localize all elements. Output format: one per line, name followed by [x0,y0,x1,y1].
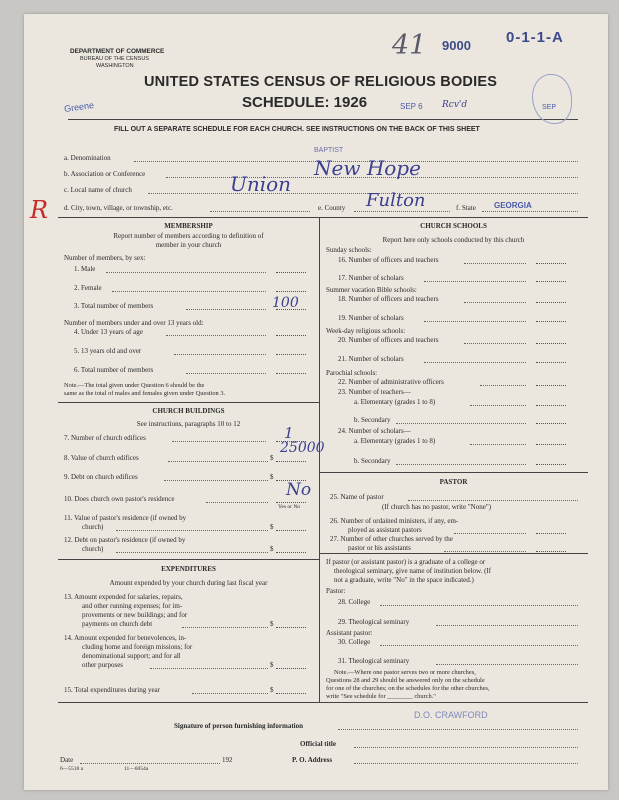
membership-title: MEMBERSHIP [164,222,213,230]
signature-field[interactable] [338,729,578,730]
value-association: New Hope [314,156,421,180]
q12-label-b: church) [82,545,104,553]
grad-note-3: not a graduate, write "No" in the space indicated.) [334,576,474,584]
official-title-label: Official title [300,740,336,748]
date-label: Date [60,756,74,764]
q11-field[interactable] [276,530,306,531]
stamp-circle [532,74,572,124]
schools-title: CHURCH SCHOOLS [420,222,487,230]
q15-field[interactable] [276,693,306,694]
date-year: 192 [222,756,233,764]
q10-label: 10. Does church own pastor's residence [64,495,175,503]
q30-field[interactable] [380,645,578,646]
q21-label: 21. Number of scholars [338,355,404,363]
form-number: 6—5518 a [60,766,84,772]
q14-label-b: cluding home and foreign missions; for [82,643,193,651]
value-county: Fulton [366,190,426,211]
q28-field[interactable] [380,605,578,606]
q9-dollar: $ [270,473,274,481]
red-r-mark: R [30,196,49,224]
sunday-heading: Sunday schools: [326,246,372,254]
header-rule [68,119,578,120]
q12-field[interactable] [276,552,306,553]
q8-field[interactable] [276,461,306,462]
q13-label-d: payments on church debt [82,620,153,628]
q19-label: 19. Number of scholars [338,314,404,322]
pastor-note-2: Questions 28 and 29 should be answered only on the schedule [326,677,485,684]
q3-label: 3. Total number of members [74,302,154,310]
q4-field[interactable] [276,335,306,336]
q27-label-b: pastor or his assistants [348,544,411,552]
q6-label: 6. Total number of members [74,366,154,374]
q26-label-b: ployed as assistant pastors [348,526,422,534]
q27-field[interactable] [536,551,566,552]
official-title-field[interactable] [354,747,578,748]
q13-label-c: provements or new buildings; and for [82,611,188,619]
q7-label: 7. Number of church edifices [64,434,146,442]
q4-label: 4. Under 13 years of age [74,328,143,336]
rcvd-note: Rcv'd [442,100,468,110]
q20-field[interactable] [536,343,566,344]
value-state: GEORGIA [494,201,532,210]
q8-dollar: $ [270,454,274,462]
pastor-note-1: Note.—Where one pastor serves two or more churches, [334,669,476,676]
q24a-label: a. Elementary (grades 1 to 8) [354,437,436,445]
q31-label: 31. Theological seminary [338,657,410,665]
q30-label: 30. College [338,638,371,646]
q31-field[interactable] [436,664,578,665]
q8-label: 8. Value of church edifices [64,454,139,462]
q16-label: 16. Number of officers and teachers [338,256,439,264]
q13-dollar: $ [270,620,274,628]
q18-label: 18. Number of officers and teachers [338,295,439,303]
age-heading: Number of members under and over 13 years old: [64,319,204,327]
q23b-label: b. Secondary [354,416,391,424]
membership-sub2: member in your church [155,241,222,249]
pastor-title: PASTOR [439,478,468,486]
q11-label-a: 11. Value of pastor's residence (if owned by [64,514,187,522]
pastor-note-3: for one of the churches; on the schedules for the other churches, [326,685,490,692]
q24a-field[interactable] [536,444,566,445]
q9-label: 9. Debt on church edifices [64,473,138,481]
q14-dollar: $ [270,661,274,669]
date-field[interactable] [80,763,220,764]
q17-field[interactable] [536,281,566,282]
stamp-greene: Greene [63,99,95,115]
q16-field[interactable] [536,263,566,264]
dept-name: DEPARTMENT OF COMMERCE [70,48,165,55]
q24-label: 24. Number of scholars— [338,427,411,435]
schedule-title: SCHEDULE: 1926 [242,94,368,111]
q14-label-d: other purposes [82,661,124,669]
q15-label: 15. Total expenditures during year [64,686,160,694]
label-denomination: a. Denomination [64,154,111,162]
code-9000: 9000 [442,38,471,53]
q22-label: 22. Number of administrative officers [338,378,444,386]
label-state: f. State [456,204,476,212]
q29-label: 29. Theological seminary [338,618,410,626]
q25-label: 25. Name of pastor [330,493,384,501]
q6-field[interactable] [276,373,306,374]
po-address-label: P. O. Address [292,756,333,764]
asst-heading: Assistant pastor: [326,629,373,637]
file-number: 41 [392,30,427,61]
pastor-heading: Pastor: [326,587,346,595]
q8-value: 25000 [280,440,325,456]
q25-hint: (If church has no pastor, write "None") [382,503,492,511]
signer-stamp: D.O. CRAWFORD [414,710,488,720]
grad-note-2: theological seminary, give name of institution below. (If [334,567,492,575]
q23b-field[interactable] [536,423,566,424]
q17-label: 17. Number of scholars [338,274,404,282]
q10-value: No [286,480,312,500]
parochial-heading: Parochial schools: [326,369,378,377]
stamp-date: SEP 6 [400,102,423,111]
q2-field[interactable] [276,291,306,292]
city-name: WASHINGTON [96,63,134,69]
q12-label-a: 12. Debt on pastor's residence (if owned by [64,536,186,544]
q26-field[interactable] [536,533,566,534]
q14-label-a: 14. Amount expended for benevolences, in- [64,634,187,642]
q28-label: 28. College [338,598,371,606]
q23-label: 23. Number of teachers— [338,388,411,396]
q14-label-c: denominational support; and for all [82,652,181,660]
code-top-right: 0-1-1-A [506,29,564,46]
membership-sub1: Report number of members according to definition of [113,232,264,240]
bureau-name: BUREAU OF THE CENSUS [80,56,149,62]
q24b-label: b. Secondary [354,457,391,465]
pastor-note-4: write "See schedule for ________ church." [326,693,436,700]
label-city: d. City, town, village, or township, etc. [64,204,173,212]
q1-field[interactable] [276,272,306,273]
q10-field[interactable] [276,502,306,503]
q22-field[interactable] [536,385,566,386]
q11-dollar: $ [270,523,274,531]
q7-value: 1 [284,424,294,442]
q5-field[interactable] [276,354,306,355]
q15-dollar: $ [270,686,274,694]
q23a-field[interactable] [536,405,566,406]
form-title: UNITED STATES CENSUS OF RELIGIOUS BODIES [144,74,498,90]
stamp-sep: SEP [542,104,557,111]
q19-field[interactable] [536,321,566,322]
q18-field[interactable] [536,302,566,303]
q2-label: 2. Female [74,284,102,292]
yes-no-hint: Yes or No [278,504,301,510]
q3-value: 100 [272,295,299,311]
expenditures-sub: Amount expended by your church during last fiscal year [109,579,268,587]
po-address-field[interactable] [354,763,578,764]
q11-label-b: church) [82,523,104,531]
label-association: b. Association or Conference [64,170,146,178]
weekday-heading: Week-day religious schools: [326,327,406,335]
label-county: e. County [318,204,346,212]
q26-label-a: 26. Number of ordained ministers, if any, em- [330,517,459,525]
buildings-title: CHURCH BUILDINGS [152,407,225,415]
q13-field[interactable] [276,627,306,628]
by-sex-heading: Number of members, by sex: [64,254,146,262]
summer-heading: Summer vacation Bible schools: [326,286,417,294]
expenditures-title: EXPENDITURES [161,565,216,573]
membership-note2: same as the total of males and females given under Question 3. [64,390,226,397]
q20-label: 20. Number of officers and teachers [338,336,439,344]
instructions-line: FILL OUT A SEPARATE SCHEDULE FOR EACH CHURCH. SEE INSTRUCTIONS ON THE BACK OF THIS SHEET [114,126,480,133]
membership-note1: Note.—The total given under Question 6 should be the [64,382,205,389]
signature-label: Signature of person furnishing information [174,722,303,730]
value-local-name: Union [230,172,292,196]
value-denomination: BAPTIST [314,147,344,154]
q21-field[interactable] [536,362,566,363]
q24b-field[interactable] [536,464,566,465]
q1-label: 1. Male [74,265,96,273]
q5-label: 5. 13 years old and over [74,347,142,355]
q29-field[interactable] [436,625,578,626]
q13-label-a: 13. Amount expended for salaries, repairs, [64,593,183,601]
label-local-name: c. Local name of church [64,186,132,194]
q23a-label: a. Elementary (grades 1 to 8) [354,398,436,406]
q12-dollar: $ [270,545,274,553]
census-form [24,14,608,790]
print-number: 11—6054a [124,766,149,772]
q14-field[interactable] [276,668,306,669]
schools-sub: Report here only schools conducted by this church [382,236,525,244]
buildings-sub: See instructions, paragraphs 10 to 12 [136,420,241,428]
grad-note-1: If pastor (or assistant pastor) is a graduate of a college or [326,558,486,566]
q13-label-b: and other running expenses; for im- [82,602,183,610]
q27-label-a: 27. Number of other churches served by the [330,535,453,543]
